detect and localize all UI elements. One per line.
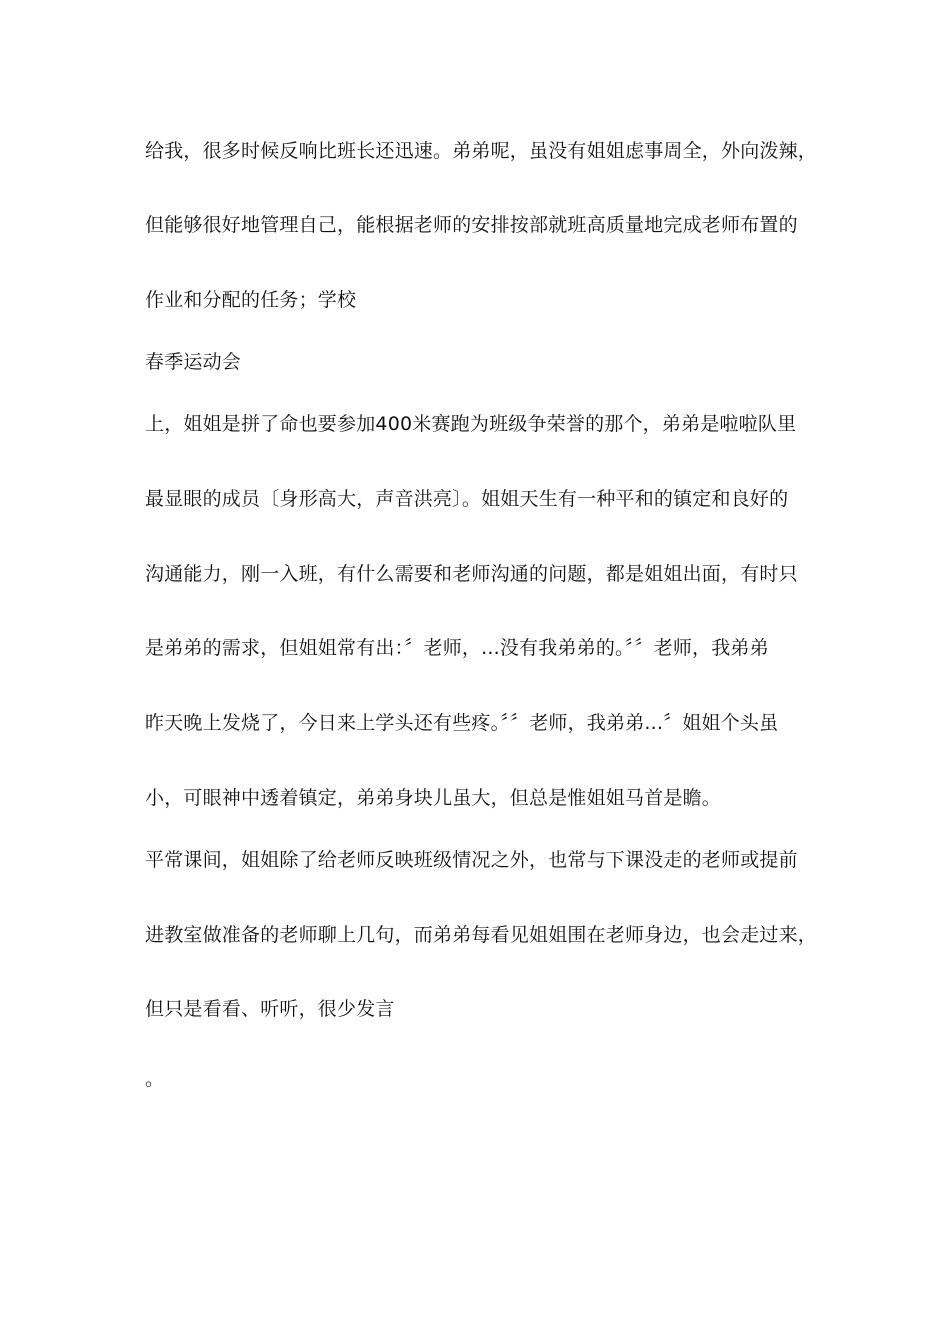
paragraph-line: 是弟弟的需求，但姐姐常有出：〞老师，...没有我弟弟的。〞〞老师，我弟弟 [145, 637, 769, 659]
paragraph-line: 进教室做准备的老师聊上几句，而弟弟每看见姐姐围在老师身边，也会走过来， [145, 924, 818, 946]
paragraph-line: 沟通能力，刚一入班，有什么需要和老师沟通的问题，都是姐姐出面，有时只 [145, 563, 798, 585]
paragraph-line: 昨天晚上发烧了，今日来上学头还有些疼。〞〞老师，我弟弟...〞姐姐个头虽 [145, 712, 779, 734]
paragraph-line: 小，可眼神中透着镇定，弟弟身块儿虽大，但总是惟姐姐马首是瞻。 [145, 787, 722, 809]
paragraph-line: 上，姐姐是拼了命也要参加400米赛跑为班级争荣誉的那个，弟弟是啦啦队里 [145, 413, 797, 435]
paragraph-line: 但只是看看、听听，很少发言 [145, 998, 395, 1020]
paragraph-line: 最显眼的成员〔身形高大，声音洪亮〕。姐姐天生有一种平和的镇定和良好的 [145, 488, 789, 510]
paragraph-line: 春季运动会 [145, 351, 242, 373]
paragraph-line: 平常课间，姐姐除了给老师反映班级情况之外，也常与下课没走的老师或提前 [145, 849, 798, 871]
paragraph-line: 。 [145, 1068, 165, 1090]
paragraph-line: 但能够很好地管理自己，能根据老师的安排按部就班高质量地完成老师布置的 [145, 214, 798, 236]
paragraph-line: 给我，很多时候反响比班长还迅速。弟弟呢，虽没有姐姐虑事周全，外向泼辣， [145, 140, 818, 162]
paragraph-line: 作业和分配的任务；学校 [145, 289, 357, 311]
